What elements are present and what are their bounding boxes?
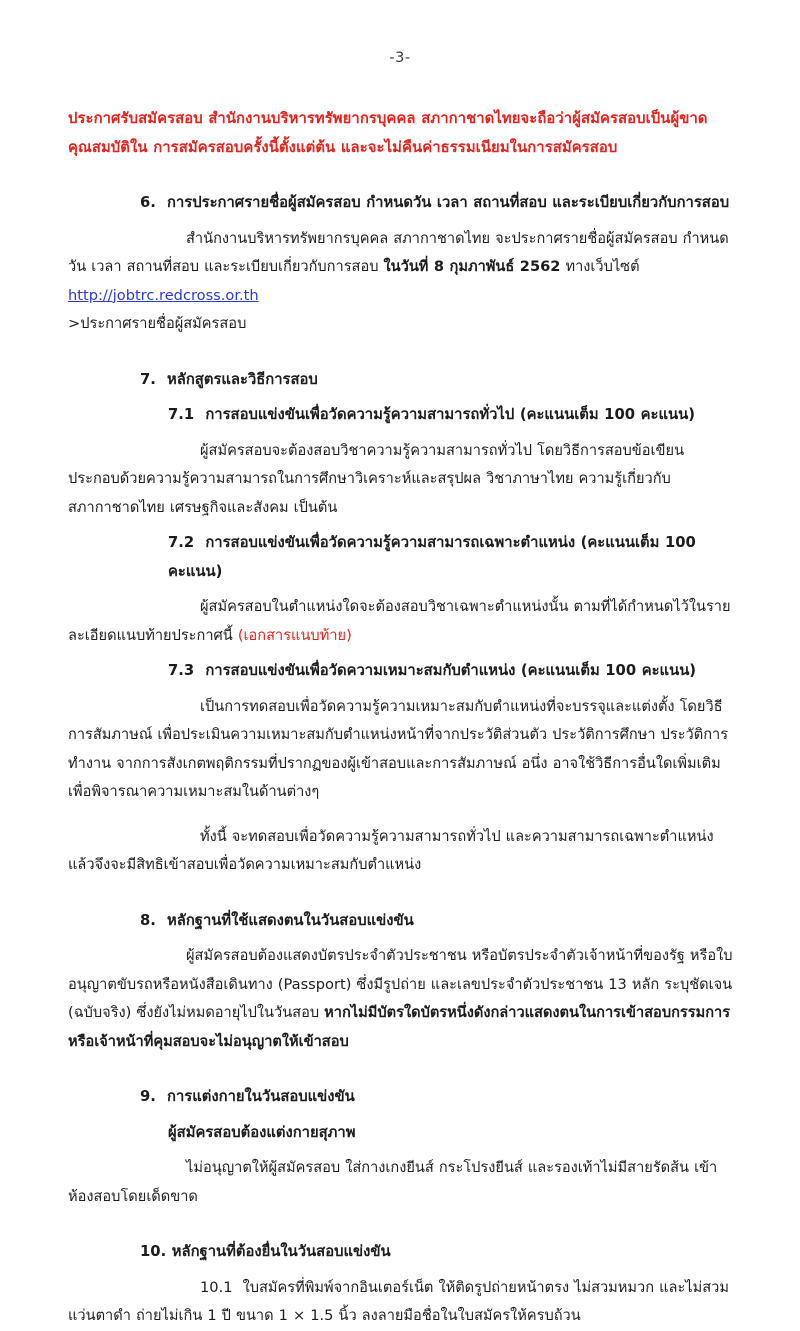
section-7-heading-text: หลักสูตรและวิธีการสอบ — [167, 370, 318, 388]
section-9-body: ไม่อนุญาตให้ผู้สมัครสอบ ใส่กางเกงยีนส์ กระโปรงยีนส์ และรองเท้าไม่มีสายรัดส้น เข้าห้องสอบโดยเด็ดขาด — [68, 1159, 718, 1205]
section-6-heading — [68, 189, 738, 218]
red-notice-line-1: ประกาศรับสมัครสอบ สำนักงานบริหารทรัพยากรบุคคล สภากาชาดไทยจะถือว่าผู้สมัครสอบเป็นผู้ขาดคุณสมบัติใน — [68, 110, 708, 156]
section-7-3-body-2: ทั้งนี้ จะทดสอบเพื่อวัดความรู้ความสามารถทั่วไป และความสามารถเฉพาะตำแหน่งแล้วจึงจะมีสิทธิเข้าสอบเพื่อวัดความเหมาะสมกับตำแหน่ง — [68, 827, 714, 873]
section-7-3-heading — [68, 657, 738, 686]
section-7-1-heading — [68, 401, 738, 430]
section-10-number: 10. — [140, 1243, 167, 1260]
section-7-3-body: เป็นการทดสอบเพื่อวัดความรู้ความเหมาะสมกับตำแหน่งที่จะบรรจุและแต่งตั้ง โดยวิธีการสัมภาษณ์ เพื่อประเมินความเหมาะสมกับตำแหน่งหน้าที่จากประวัติส่วนตัว ประวัติการศึกษา ประวัติการทำงาน จากการสังเกตพฤติกรรมที่ปรากฏของผู้เข้าสอบและการสัมภาษณ์ อนึ่ง อาจใช้วิธีการอื่นใดเพิ่มเติมเพื่อพิจารณาความเหมาะสมในด้านต่างๆ — [68, 697, 729, 800]
section-6-body-post: >ประกาศรายชื่อผู้สมัครสอบ — [68, 315, 247, 332]
section-6-body-mid: ทางเว็บไซต์ — [560, 258, 640, 275]
section-8-number: 8. — [140, 911, 156, 929]
section-8-heading-text: หลักฐานที่ใช้แสดงตนในวันสอบแข่งขัน — [167, 911, 414, 929]
section-9-dress-code: ผู้สมัครสอบต้องแต่งกายสุภาพ — [168, 1123, 356, 1141]
section-7-3-heading-text: การสอบแข่งขันเพื่อวัดความเหมาะสมกับตำแหน่ง (คะแนนเต็ม 100 คะแนน) — [205, 662, 697, 679]
section-7-2-heading — [68, 529, 738, 586]
section-9-heading — [68, 1083, 738, 1112]
red-notice-line-2: การสมัครสอบครั้งนี้ตั้งแต่ต้น และจะไม่คืนค่าธรรมเนียมในการสมัครสอบ — [153, 139, 618, 156]
section-7-3-number: 7.3 — [168, 662, 195, 679]
section-7-1-body: ผู้สมัครสอบจะต้องสอบวิชาความรู้ความสามารถทั่วไป โดยวิธีการสอบข้อเขียน ประกอบด้วยความรู้ความสามารถในการศึกษาวิเคราะห์และสรุปผล วิชาภาษาไทย ความรู้เกี่ยวกับสภากาชาดไทย เศรษฐกิจและสังคม เป็นต้น — [68, 441, 685, 516]
section-6-heading-text: การประกาศรายชื่อผู้สมัครสอบ กำหนดวัน เวลา สถานที่สอบ และระเบียบเกี่ยวกับการสอบ — [167, 194, 730, 211]
section-6-body-pre: สำนักงานบริหารทรัพยากรบุคคล สภากาชาดไทย จะประกาศรายชื่อผู้สมัครสอบ กำหนดวัน เวลา สถานที่สอบ และระเบียบเกี่ยวกับการสอบ — [68, 229, 729, 275]
section-7-number: 7. — [140, 370, 156, 388]
section-7-2-heading-text: การสอบแข่งขันเพื่อวัดความรู้ความสามารถเฉพาะตำแหน่ง (คะแนนเต็ม 100 คะแนน) — [168, 534, 696, 580]
attachment-note: (เอกสารแนบท้าย) — [237, 626, 352, 644]
section-7-heading — [68, 366, 738, 395]
section-8-body-pre: ผู้สมัครสอบต้องแสดงบัตรประจำตัวประชาชน หรือบัตรประจำตัวเจ้าหน้าที่ของรัฐ หรือใบอนุญาตขับรถหรือหนังสือเดินทาง (Passport) ซึ่งมีรูปถ่าย และเลขประจำตัวประชาชน 13 หลัก ระบุชัดเจน (ฉบับจริง) ซึ่งยังไม่หมดอายุไปในวันสอบ — [68, 947, 733, 1021]
document-body — [0, 104, 800, 1331]
section-6-body — [68, 225, 738, 311]
section-7-1-number: 7.1 — [168, 406, 195, 423]
section-7-2-body — [68, 593, 738, 650]
section-8-body — [68, 942, 738, 1056]
section-7-2-body-text: ผู้สมัครสอบในตำแหน่งใดจะต้องสอบวิชาเฉพาะตำแหน่งนั้น ตามที่ได้กำหนดไว้ในรายละเอียดแนบท้ายประกาศนี้ — [68, 598, 731, 644]
section-9-heading-text: การแต่งกายในวันสอบแข่งขัน — [167, 1088, 355, 1105]
section-10-1-number: 10.1 — [200, 1278, 233, 1296]
section-6-number: 6. — [140, 194, 156, 211]
section-8-heading — [68, 907, 738, 936]
section-8-warning: หากไม่มีบัตรใดบัตรหนึ่งดังกล่าวแสดงตนในการเข้าสอบกรรมการหรือเจ้าหน้าที่คุมสอบจะไม่อนุญาตให้เข้าสอบ — [68, 1004, 731, 1050]
page-number: -3- — [389, 50, 411, 66]
red-notice-paragraph — [68, 104, 738, 162]
section-7-1-heading-text: การสอบแข่งขันเพื่อวัดความรู้ความสามารถทั่วไป (คะแนนเต็ม 100 คะแนน) — [205, 406, 695, 423]
jobtrc-website-link[interactable]: http://jobtrc.redcross.or.th — [68, 286, 259, 304]
section-7-2-number: 7.2 — [168, 534, 195, 551]
section-6-exam-date: ในวันที่ 8 กุมภาพันธ์ 2562 — [383, 258, 561, 275]
section-9-number: 9. — [140, 1088, 156, 1105]
section-10-1-body-text: ใบสมัครที่พิมพ์จากอินเตอร์เน็ต ให้ติดรูปถ่ายหน้าตรง ไม่สวมหมวก และไม่สวมแว่นตาดำ ถ่ายไม่เกิน 1 ปี ขนาด 1 × 1.5 นิ้ว ลงลายมือชื่อในใบสมัครให้ครบถ้วน — [68, 1278, 729, 1324]
section-10-heading-text: หลักฐานที่ต้องยื่นในวันสอบแข่งขัน — [171, 1243, 391, 1260]
section-10-1-body — [68, 1274, 738, 1331]
section-10-heading — [68, 1238, 738, 1267]
